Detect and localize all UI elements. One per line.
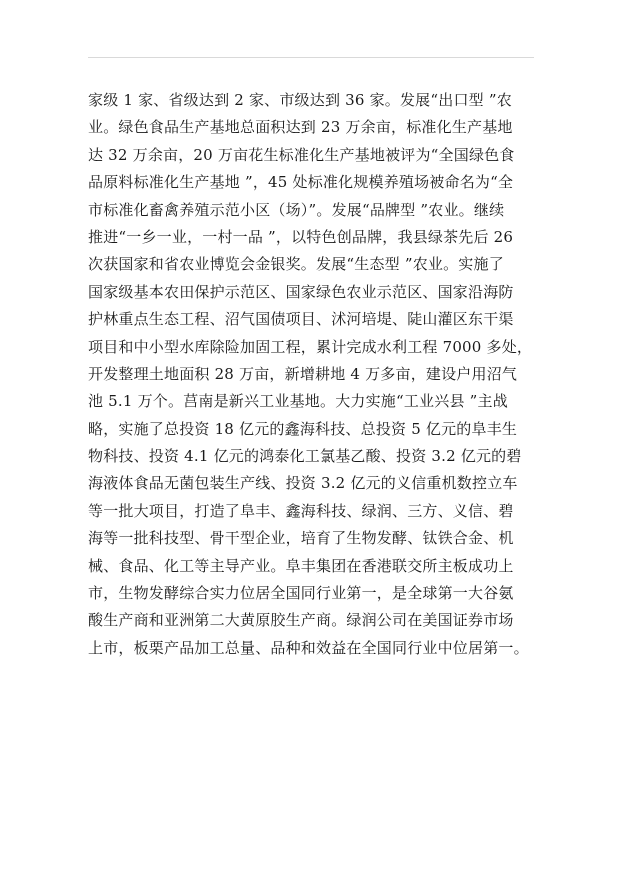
text-line: 达 32 万余亩，20 万亩花生标准化生产基地被评为“全国绿色食 [88,145,515,164]
text-line: 推进“一乡一业，一村一品 ”，以特色创品牌，我县绿茶先后 26 [88,227,514,246]
text-line: 等一批大项目，打造了阜丰、鑫海科技、绿润、三方、义信、碧 [88,501,514,520]
text-line: 海等一批科技型、骨干型企业，培育了生物发酵、钛铁合金、机 [88,529,514,548]
text-line: 项目和中小型水库除险加固工程，累计完成水利工程 7000 多处， [88,337,533,356]
text-line: 家级 1 家、省级达到 2 家、市级达到 36 家。发展“出口型 ”农 [88,91,512,109]
text-line: 国家级基本农田保护示范区、国家绿色农业示范区、国家沿海防 [88,282,514,301]
text-line: 品原料标准化生产基地 ”，45 处标准化规模养殖场被命名为“全 [88,173,514,192]
text-line: 市标准化畜禽养殖示范小区（场）”。发展“品牌型 ”农业。继续 [88,200,505,219]
text-line: 海液体食品无菌包装生产线、投资 3.2 亿元的义信重机数控立车 [88,474,518,493]
text-line: 池 5.1 万个。莒南是新兴工业基地。大力实施“工业兴县 ”主战 [88,392,508,411]
header-rule [88,57,534,58]
text-line: 械、食品、化工等主导产业。阜丰集团在香港联交所主板成功上 [88,556,514,575]
body-paragraph [88,87,538,662]
text-line: 业。绿色食品生产基地总面积达到 23 万余亩，标准化生产基地 [88,118,513,137]
text-line: 酸生产商和亚洲第二大黄原胶生产商。绿润公司在美国证券市场 [88,611,514,630]
text-line: 上市，板栗产品加工总量、品种和效益在全国同行业中位居第一。 [88,638,529,657]
text-line: 护林重点生态工程、沼气国债项目、沭河培堤、陡山灌区东干渠 [88,310,514,329]
text-line: 略，实施了总投资 18 亿元的鑫海科技、总投资 5 亿元的阜丰生 [88,419,518,438]
text-line: 开发整理土地面积 28 万亩，新增耕地 4 万多亩，建设户用沼气 [88,364,518,383]
text-line: 次获国家和省农业博览会金银奖。发展“生态型 ”农业。实施了 [88,255,504,274]
text-line: 物科技、投资 4.1 亿元的鸿泰化工氯基乙酸、投资 3.2 亿元的碧 [88,447,522,466]
text-line: 市，生物发酵综合实力位居全国同行业第一，是全球第一大谷氨 [88,584,514,603]
